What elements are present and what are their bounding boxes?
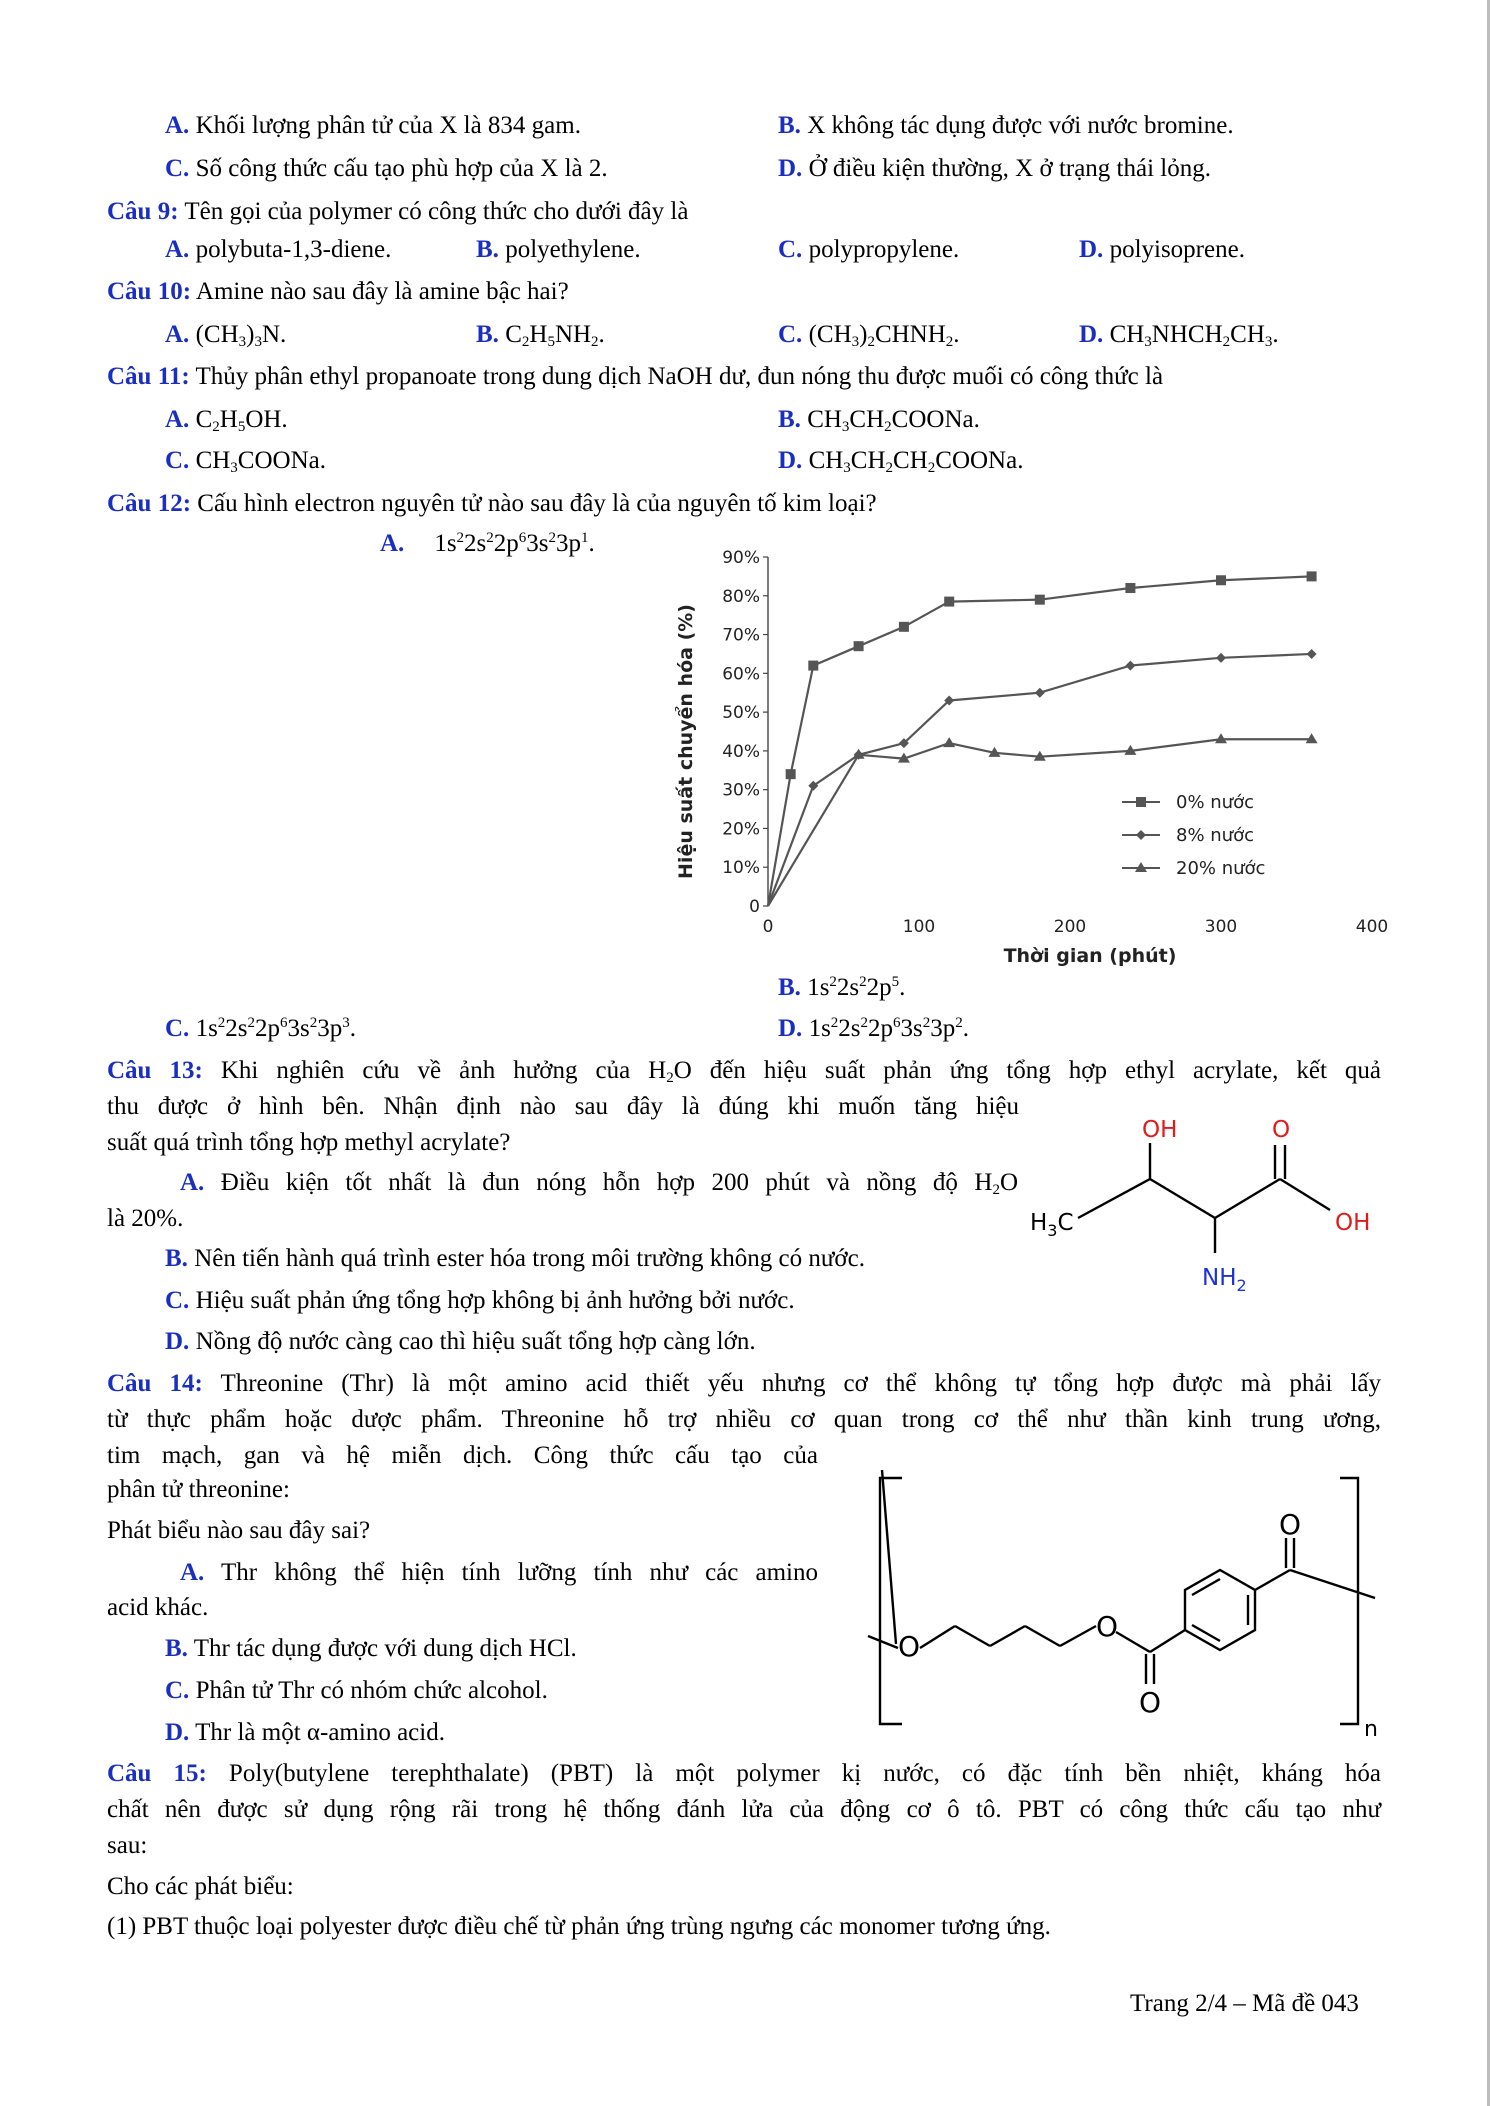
y-axis-label: Hiệu suất chuyển hóa (%)	[675, 604, 697, 879]
q14-line-1: Câu 14: Threonine (Thr) là một amino acid thiết yếu nhưng cơ thể không tự tổng hợp được mà phải lấy	[107, 1370, 1381, 1397]
y-tick-label: 60%	[722, 664, 760, 685]
q11-stem: Câu 11: Thủy phân ethyl propanoate trong dung dịch NaOH dư, đun nóng thu được muối có công thức là	[107, 363, 1164, 390]
data-point-8-water	[1035, 688, 1045, 698]
legend-marker-0-water	[1136, 797, 1146, 807]
q14-option-a-cont: acid khác.	[107, 1594, 209, 1621]
q11-option-a: A. $C_2H_5OH$.	[165, 406, 288, 435]
threonine-bonds	[1078, 1143, 1330, 1253]
y-tick-label: 50%	[722, 703, 760, 724]
q11-option-d: D. $CH_3CH_2CH_2COONa$.	[778, 447, 1024, 476]
y-tick-label: 30%	[722, 780, 760, 801]
q9-option-a: A. polybuta-1,3-diene.	[165, 236, 392, 263]
series-line-20-water	[768, 739, 1312, 906]
q12-option-a: A. $1s^22s^22p^63s^23p^1$.	[380, 530, 595, 557]
data-point-0-water	[786, 769, 796, 779]
data-point-0-water	[1035, 595, 1045, 605]
data-point-8-water	[1216, 653, 1226, 663]
q14-line-3: tim mạch, gan và hệ miễn dịch. Công thức cấu tạo của	[107, 1442, 818, 1469]
q13-option-c: C. Hiệu suất phản ứng tổng hợp không bị ảnh hưởng bởi nước.	[165, 1287, 795, 1314]
q9-option-c: C. polypropylene.	[778, 236, 960, 263]
x-tick-label: 100	[902, 917, 936, 937]
chart-series-group	[768, 571, 1318, 906]
q13-option-b: B. Nên tiến hành quá trình ester hóa trong môi trường không có nước.	[165, 1245, 865, 1272]
q13-line-1: Câu 13: Khi nghiên cứu về ảnh hưởng của $H_2O$ đến hiệu suất phản ứng tổng hợp ethyl acrylate, kết quả	[107, 1057, 1382, 1086]
data-point-0-water	[944, 597, 954, 607]
threonine-carbonyl-o-label: O	[1272, 1117, 1291, 1143]
conversion-chart	[640, 540, 1420, 970]
data-point-0-water	[1307, 571, 1317, 581]
legend-label-0-water: 0% nước	[1176, 792, 1255, 813]
y-tick-label: 0	[749, 897, 760, 917]
threonine-amino-label: $NH_2$	[1202, 1265, 1247, 1295]
data-point-20-water	[943, 737, 955, 747]
y-tick-label: 70%	[722, 625, 760, 646]
q15-line-4: Cho các phát biểu:	[107, 1873, 294, 1900]
pbt-ester-o2: O	[1096, 1610, 1119, 1643]
y-tick-label: 40%	[722, 741, 760, 762]
threonine-methyl-label: $H_3C$	[1030, 1210, 1074, 1240]
data-point-0-water	[854, 641, 864, 651]
q8-option-d: D. Ở điều kiện thường, X ở trạng thái lỏng.	[778, 155, 1211, 182]
series-line-0-water	[768, 576, 1312, 906]
data-point-8-water	[1307, 649, 1317, 659]
q10-option-c: C. $(CH_3)_2CHNH_2$.	[778, 321, 960, 350]
q14-option-a: A. Thr không thể hiện tính lưỡng tính như các amino	[180, 1559, 818, 1586]
pbt-structure	[860, 1470, 1390, 1740]
chart-axes	[674, 548, 1388, 967]
chart-legend	[1122, 792, 1265, 879]
data-point-0-water	[899, 622, 909, 632]
q13-line-2: thu được ở hình bên. Nhận định nào sau đây là đúng khi muốn tăng hiệu	[107, 1093, 1019, 1120]
q15-statement-1: (1) PBT thuộc loại polyester được điều chế từ phản ứng trùng ngưng các monomer tương ứng.	[107, 1913, 1051, 1940]
legend-label-20-water: 20% nước	[1176, 858, 1266, 879]
q12-stem: Câu 12: Cấu hình electron nguyên tử nào sau đây là của nguyên tố kim loại?	[107, 490, 877, 517]
q15-line-1: Câu 15: Poly(butylene terephthalate) (PBT) là một polymer kị nước, có đặc tính bền nhiệt, kháng hóa	[107, 1760, 1381, 1787]
q8-option-b: B. X không tác dụng được với nước bromine.	[778, 112, 1234, 139]
threonine-structure	[1030, 1105, 1390, 1310]
q11-option-c: C. $CH_3COONa$.	[165, 447, 326, 476]
pbt-carbonyl-o4: O	[1279, 1508, 1302, 1541]
q10-option-d: D. $CH_3NHCH_2CH_3$.	[1079, 321, 1279, 350]
data-point-0-water	[1216, 575, 1226, 585]
data-point-0-water	[1125, 583, 1135, 593]
q12-option-d: D. $1s^22s^22p^63s^23p^2$.	[778, 1015, 970, 1042]
q13-option-d: D. Nồng độ nước càng cao thì hiệu suất tổng hợp càng lớn.	[165, 1328, 756, 1355]
y-tick-label: 90%	[722, 548, 760, 568]
pbt-repeat-n: n	[1364, 1717, 1378, 1740]
q9-stem: Câu 9: Tên gọi của polymer có công thức cho dưới đây là	[107, 198, 689, 225]
legend-label-8-water: 8% nước	[1176, 825, 1255, 846]
pbt-carbonyl-o3: O	[1139, 1686, 1162, 1719]
data-point-8-water	[1125, 661, 1135, 671]
y-tick-label: 20%	[722, 819, 760, 840]
y-tick-label: 80%	[722, 586, 760, 607]
q13-line-3: suất quá trình tổng hợp methyl acrylate?	[107, 1129, 511, 1156]
x-tick-label: 0	[762, 917, 774, 937]
threonine-acid-oh-label: OH	[1335, 1210, 1371, 1236]
q15-line-2: chất nên được sử dụng rộng rãi trong hệ thống đánh lửa của động cơ ô tô. PBT có công thức cấu tạo như	[107, 1796, 1381, 1823]
q9-option-d: D. polyisoprene.	[1079, 236, 1245, 263]
pbt-ether-o1: O	[898, 1630, 921, 1663]
q12-option-c: C. $1s^22s^22p^63s^23p^3$.	[165, 1015, 357, 1042]
q15-line-3: sau:	[107, 1832, 148, 1859]
data-point-0-water	[808, 661, 818, 671]
q8-option-c: C. Số công thức cấu tạo phù hợp của X là 2.	[165, 155, 608, 182]
q11-option-b: B. $CH_3CH_2COONa$.	[778, 406, 980, 435]
q14-option-c: C. Phân tử Thr có nhóm chức alcohol.	[165, 1677, 548, 1704]
q13-option-a-cont: là 20%.	[107, 1205, 184, 1232]
q14-line-4: phân tử threonine:	[107, 1476, 290, 1503]
q13-option-a: A. Điều kiện tốt nhất là đun nóng hỗn hợp 200 phút và nồng độ $H_2O$	[180, 1169, 1018, 1198]
q12-option-b: B. $1s^22s^22p^5$.	[778, 974, 906, 1001]
x-axis-label: Thời gian (phút)	[1003, 945, 1177, 967]
q10-option-b: B. $C_2H_5NH_2$.	[476, 321, 605, 350]
q8-option-a: A. Khối lượng phân tử của X là 834 gam.	[165, 112, 581, 139]
q10-option-a: A. $(CH_3)_3N$.	[165, 321, 287, 350]
q14-option-b: B. Thr tác dụng được với dung dịch HCl.	[165, 1635, 577, 1662]
x-tick-label: 200	[1053, 917, 1087, 937]
page-footer: Trang 2/4 – Mã đề 043	[1130, 1990, 1359, 2017]
x-tick-label: 300	[1204, 917, 1238, 937]
legend-marker-8-water	[1136, 830, 1146, 840]
q14-line-2: từ thực phẩm hoặc dược phẩm. Threonine hỗ trợ nhiều cơ quan trong cơ thể như thần kinh trung ương,	[107, 1406, 1381, 1433]
q14-option-d: D. Thr là một α-amino acid.	[165, 1719, 445, 1746]
threonine-hydroxyl-label: OH	[1142, 1117, 1178, 1143]
x-tick-label: 400	[1355, 917, 1389, 937]
y-tick-label: 10%	[722, 858, 760, 879]
q10-stem: Câu 10: Amine nào sau đây là amine bậc hai?	[107, 278, 569, 305]
q9-option-b: B. polyethylene.	[476, 236, 641, 263]
q14-prompt: Phát biểu nào sau đây sai?	[107, 1517, 371, 1544]
